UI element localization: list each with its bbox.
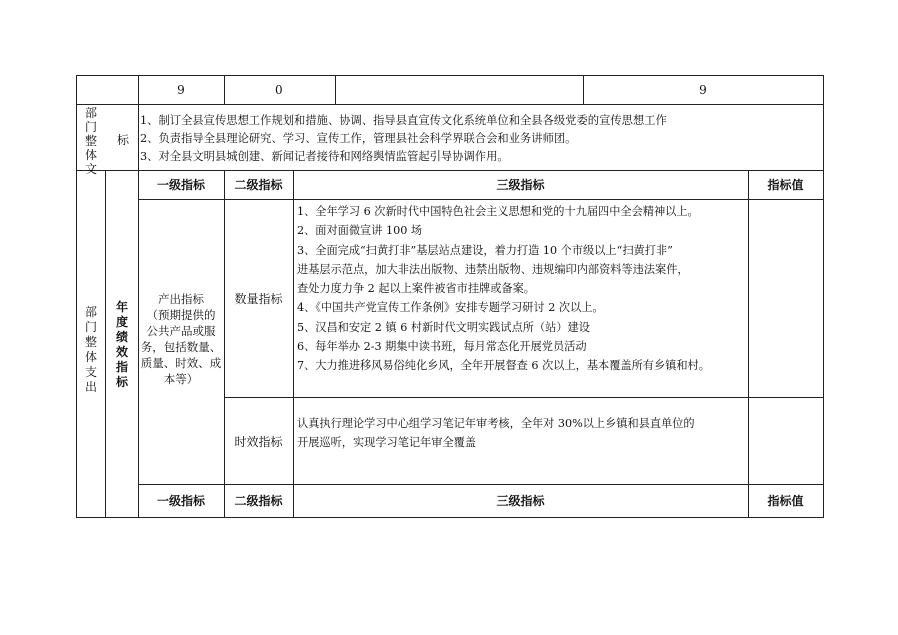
- footer-header-level2: 二级指标: [234, 494, 283, 508]
- goals-label-char: 部: [84, 106, 97, 120]
- header-level3: 三级指标: [496, 178, 545, 192]
- output-indicator-line: 产出指标: [158, 292, 204, 306]
- header-value: 指标值: [767, 178, 804, 192]
- header-level1: 一级指标: [156, 178, 205, 192]
- outer-label: [79, 305, 103, 395]
- outer-label-char: 体: [84, 350, 97, 364]
- outer-label-char: 部: [84, 305, 97, 319]
- quantity-line: 5、汉昌和安定 2 镇 6 村新时代文明实践试点所（站）建设: [297, 320, 590, 334]
- quantity-line: 2、面对面微宣讲 100 场: [297, 224, 423, 238]
- inner-label-char: 标: [115, 375, 128, 389]
- quantity-text: [297, 202, 747, 376]
- output-indicator: [139, 291, 223, 387]
- goals-label-suffix: 标: [117, 133, 130, 147]
- inner-label: [107, 300, 137, 390]
- footer-header-level3: 三级指标: [496, 494, 545, 508]
- outer-label-char: 门: [84, 320, 97, 334]
- quantity-line: 3、全面完成“扫黄打非”基层站点建设，着力打造 10 个市级以上“扫黄打非”: [297, 243, 673, 257]
- inner-label-char: 效: [115, 345, 128, 359]
- quantity-line: 1、全年学习 6 次新时代中国特色社会主义思想和党的十九届四中全会精神以上。: [297, 205, 699, 218]
- outer-label-char: 整: [84, 335, 97, 349]
- inner-label-char: 绩: [115, 330, 128, 344]
- timeliness-label: 时效指标: [234, 435, 283, 449]
- inner-label-char: 年: [115, 300, 128, 314]
- top-value-c: [335, 76, 583, 104]
- outer-label-char: 出: [84, 380, 97, 394]
- goals-label: [79, 106, 103, 176]
- quantity-line: 6、每年举办 2-3 期集中读书班，每月常态化开展党员活动: [297, 340, 587, 354]
- quantity-line: 7、大力推进移风易俗纯化乡风，全年开展督查 6 次以上，基本覆盖所有乡镇和村。: [297, 359, 710, 373]
- timeliness-text: [297, 414, 747, 452]
- top-value-a: 9: [177, 83, 185, 97]
- goals-line: 2、负责指导全县理论研究、学习、宣传工作，管理县社会科学界联合会和业务讲师团。: [140, 132, 577, 145]
- timeliness-line: 开展巡听，实现学习笔记年审全覆盖: [297, 436, 477, 449]
- goals-label-char: 整: [84, 134, 97, 148]
- goals-line: 1、制订全县宣传思想工作规划和措施、协调、指导县直宣传文化系统单位和全县各级党委的宣传思想工作: [140, 114, 667, 127]
- quantity-line: 查处力度力争 2 起以上案件被省市挂牌或备案。: [297, 282, 535, 296]
- inner-label-char: 度: [115, 315, 128, 329]
- output-indicator-line: 公共产品或服: [146, 324, 216, 338]
- timeliness-line: 认真执行理论学习中心组学习笔记年审考核，全年对 30%以上乡镇和县直单位的: [297, 417, 695, 430]
- output-indicator-line: 务，包括数量、: [140, 340, 222, 354]
- goals-line: 3、对全县文明县城创建、新闻记者接待和网络舆情监管起引导协调作用。: [140, 150, 509, 163]
- output-indicator-line: （预期提供的: [146, 308, 216, 322]
- output-indicator-line: 质量、时效、成: [140, 356, 222, 370]
- top-value-b: 0: [275, 83, 283, 97]
- inner-label-char: 指: [115, 360, 128, 374]
- quantity-label: 数量指标: [234, 292, 283, 306]
- quantity-line: 进基层示范点，加大非法出版物、违禁出版物、违规编印内部资料等违法案件，: [297, 262, 689, 276]
- output-indicator-line: 本等）: [163, 372, 199, 386]
- outer-label-char: 支: [84, 365, 97, 379]
- goals-label-char: 门: [84, 120, 97, 134]
- quantity-line: 4、《中国共产党宣传工作条例》安排专题学习研讨 2 次以上。: [297, 301, 604, 315]
- goals-label-char: 体: [84, 148, 97, 162]
- footer-header-value: 指标值: [767, 494, 804, 508]
- goals-label-char: 文: [84, 162, 97, 176]
- footer-header-level1: 一级指标: [156, 494, 205, 508]
- top-value-d: 9: [699, 83, 707, 97]
- header-level2: 二级指标: [234, 178, 283, 192]
- goals-text: [140, 112, 820, 166]
